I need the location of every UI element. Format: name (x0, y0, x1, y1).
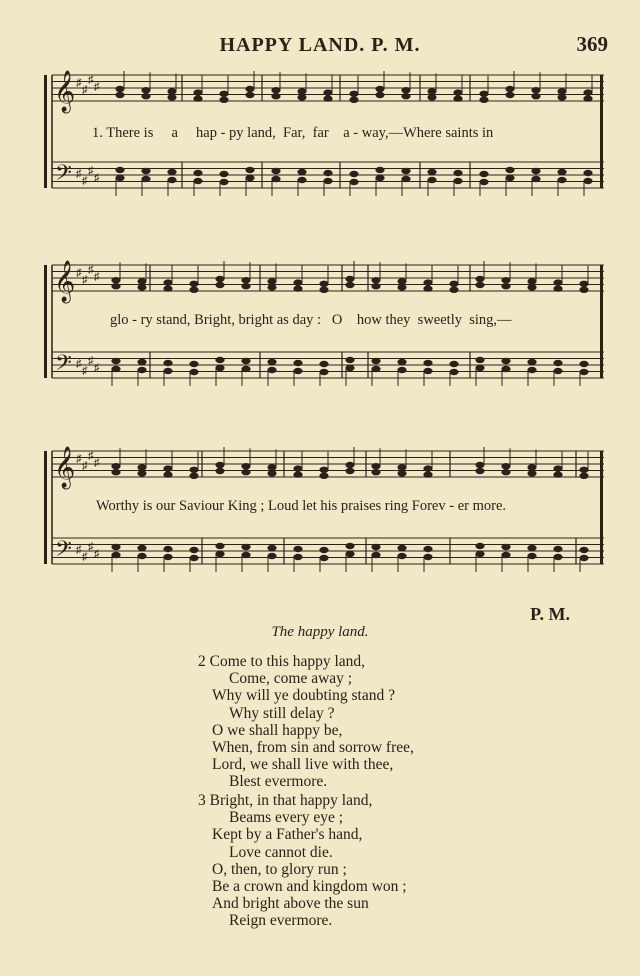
note-head (397, 359, 406, 365)
note-head (423, 546, 432, 552)
note-head (401, 93, 410, 99)
sharp-sign: ♯ (76, 453, 82, 465)
verse-line: O, then, to glory run ; (212, 860, 347, 878)
note-head (137, 359, 146, 365)
note-head (423, 368, 432, 374)
note-head (267, 553, 276, 559)
sharp-sign: ♯ (94, 457, 100, 469)
note-head (501, 366, 510, 372)
note-head (553, 360, 562, 366)
note-head (241, 552, 250, 558)
sharp-sign: ♯ (82, 84, 88, 96)
note-head (241, 358, 250, 364)
note-head (293, 368, 302, 374)
note-head (189, 361, 198, 367)
note-head (375, 92, 384, 98)
note-head (371, 552, 380, 558)
note-head (531, 93, 540, 99)
note-head (501, 544, 510, 550)
note-head (267, 464, 276, 470)
note-head (189, 555, 198, 561)
note-head (323, 178, 332, 184)
note-head (423, 465, 432, 471)
sharp-sign: ♯ (82, 175, 88, 187)
sharp-sign: ♯ (76, 544, 82, 556)
note-head (189, 467, 198, 473)
note-head (167, 177, 176, 183)
note-head (345, 357, 354, 363)
note-head (297, 169, 306, 175)
note-head (475, 543, 484, 549)
note-head (501, 358, 510, 364)
note-head (293, 360, 302, 366)
note-head (267, 470, 276, 476)
note-head (397, 545, 406, 551)
sharp-sign: ♯ (94, 548, 100, 560)
note-head (215, 543, 224, 549)
note-head (501, 463, 510, 469)
note-head (219, 97, 228, 103)
note-head (215, 468, 224, 474)
sharp-sign: ♯ (88, 74, 94, 86)
note-head (163, 360, 172, 366)
note-head (505, 86, 514, 92)
note-head (345, 282, 354, 288)
treble-clef: 𝄞 (54, 447, 76, 488)
note-head (241, 366, 250, 372)
verse-line: Be a crown and kingdom won ; (212, 878, 407, 896)
sharp-sign: ♯ (76, 267, 82, 279)
note-head (427, 169, 436, 175)
note-head (375, 167, 384, 173)
note-head (579, 547, 588, 553)
note-head (375, 86, 384, 92)
note-head (193, 89, 202, 95)
note-head (371, 366, 380, 372)
note-head (319, 281, 328, 287)
note-head (349, 97, 358, 103)
note-head (397, 284, 406, 290)
note-head (349, 179, 358, 185)
note-head (189, 281, 198, 287)
sharp-sign: ♯ (88, 450, 94, 462)
note-head (241, 463, 250, 469)
verse-line: O we shall happy be, (212, 721, 343, 739)
verse-2 (198, 653, 414, 791)
note-head (501, 469, 510, 475)
verse-line: Reign evermore. (229, 912, 333, 930)
note-head (345, 551, 354, 557)
note-head (271, 168, 280, 174)
note-head (111, 552, 120, 558)
note-head (397, 367, 406, 373)
note-head (189, 369, 198, 375)
music-system-2 (40, 260, 608, 390)
note-head (271, 87, 280, 93)
note-head (241, 283, 250, 289)
note-head (475, 276, 484, 282)
note-head (453, 89, 462, 95)
lyric-line-3: Worthy is our Saviour King ; Loud let his praises ring Forev - er more. (96, 498, 507, 514)
note-head (579, 369, 588, 375)
system-brace (44, 75, 47, 188)
note-head (479, 171, 488, 177)
note-head (557, 88, 566, 94)
note-head (557, 177, 566, 183)
lyric-line-2: glo - ry stand, Bright, bright as day : O how they sweetly sing,— (110, 312, 512, 328)
note-head (345, 276, 354, 282)
verse-line: Why still delay ? (229, 704, 335, 722)
note-head (163, 546, 172, 552)
note-head (141, 93, 150, 99)
note-head (423, 554, 432, 560)
note-head (479, 91, 488, 97)
note-head (423, 471, 432, 477)
note-head (475, 462, 484, 468)
note-head (111, 469, 120, 475)
note-head (553, 285, 562, 291)
note-head (319, 361, 328, 367)
note-head (579, 555, 588, 561)
note-head (453, 178, 462, 184)
treble-clef: 𝄞 (54, 71, 76, 112)
note-head (371, 544, 380, 550)
note-head (553, 465, 562, 471)
note-head (271, 93, 280, 99)
note-head (323, 95, 332, 101)
note-head (345, 543, 354, 549)
note-head (345, 365, 354, 371)
note-head (163, 368, 172, 374)
note-head (193, 95, 202, 101)
note-head (115, 167, 124, 173)
note-head (449, 369, 458, 375)
note-head (319, 473, 328, 479)
sharp-sign: ♯ (82, 551, 88, 563)
note-head (475, 551, 484, 557)
note-head (553, 546, 562, 552)
sharp-sign: ♯ (82, 365, 88, 377)
note-head (397, 553, 406, 559)
note-head (579, 287, 588, 293)
verse-line: When, from sin and sorrow free, (212, 739, 414, 757)
note-head (163, 465, 172, 471)
sharp-sign: ♯ (88, 541, 94, 553)
bass-clef: 𝄢 (55, 161, 72, 191)
note-head (453, 95, 462, 101)
note-head (423, 360, 432, 366)
note-head (401, 87, 410, 93)
note-head (505, 92, 514, 98)
sharp-sign: ♯ (94, 362, 100, 374)
note-head (527, 553, 536, 559)
verse-line: And bright above the sun (212, 895, 369, 913)
note-head (167, 169, 176, 175)
note-head (505, 175, 514, 181)
note-head (397, 278, 406, 284)
note-head (189, 473, 198, 479)
note-head (371, 277, 380, 283)
note-head (215, 365, 224, 371)
treble-staff (52, 446, 604, 489)
note-head (475, 282, 484, 288)
note-head (375, 175, 384, 181)
note-head (371, 283, 380, 289)
note-head (501, 552, 510, 558)
sharp-sign: ♯ (94, 271, 100, 283)
note-head (137, 553, 146, 559)
note-head (215, 551, 224, 557)
bass-clef: 𝄢 (55, 351, 72, 381)
note-head (267, 278, 276, 284)
note-head (297, 177, 306, 183)
treble-staff (52, 70, 604, 113)
note-head (115, 175, 124, 181)
note-head (215, 276, 224, 282)
note-head (245, 167, 254, 173)
music-system-1 (40, 70, 608, 200)
note-head (167, 94, 176, 100)
note-head (293, 546, 302, 552)
note-head (475, 357, 484, 363)
note-head (293, 465, 302, 471)
note-head (137, 278, 146, 284)
verse-line: Why will ye doubting stand ? (212, 687, 395, 705)
bass-clef: 𝄢 (55, 537, 72, 567)
note-head (167, 88, 176, 94)
verse-3 (198, 792, 407, 930)
note-head (323, 89, 332, 95)
bass-staff (52, 537, 604, 572)
verse-line: Kept by a Father's hand, (212, 826, 363, 844)
note-head (115, 86, 124, 92)
note-head (553, 554, 562, 560)
bass-staff (52, 351, 604, 386)
note-head (111, 366, 120, 372)
note-head (215, 462, 224, 468)
note-head (453, 170, 462, 176)
note-head (323, 170, 332, 176)
note-head (583, 89, 592, 95)
sharp-sign: ♯ (88, 264, 94, 276)
page-number: 369 (576, 32, 608, 56)
note-head (137, 284, 146, 290)
sharp-sign: ♯ (94, 81, 100, 93)
note-head (271, 176, 280, 182)
note-head (115, 92, 124, 98)
note-head (245, 92, 254, 98)
note-head (475, 468, 484, 474)
lyric-line-1: 1. There is a hap - py land, Far, far a - way,—Where saints in (92, 125, 494, 141)
verse-line: Come, come away ; (229, 670, 353, 688)
note-head (319, 467, 328, 473)
note-head (189, 547, 198, 553)
note-head (345, 462, 354, 468)
note-head (583, 178, 592, 184)
note-head (141, 176, 150, 182)
meter-label: P. M. (530, 604, 570, 624)
note-head (527, 284, 536, 290)
note-head (189, 287, 198, 293)
note-head (215, 282, 224, 288)
music-system-3 (40, 446, 608, 576)
note-head (371, 463, 380, 469)
verse-line: 3 Bright, in that happy land, (198, 792, 373, 809)
sharp-sign: ♯ (76, 77, 82, 89)
note-head (449, 287, 458, 293)
note-head (319, 547, 328, 553)
sharp-sign: ♯ (88, 165, 94, 177)
note-head (527, 278, 536, 284)
note-head (319, 287, 328, 293)
verse-line: 2 Come to this happy land, (198, 653, 366, 670)
note-head (319, 369, 328, 375)
note-head (579, 467, 588, 473)
sharp-sign: ♯ (82, 460, 88, 472)
note-head (479, 97, 488, 103)
note-head (111, 463, 120, 469)
note-head (449, 361, 458, 367)
verse-line: Beams every eye ; (229, 809, 344, 827)
note-head (137, 367, 146, 373)
note-head (557, 169, 566, 175)
note-head (267, 545, 276, 551)
note-head (527, 545, 536, 551)
verse-line: Blest evermore. (229, 773, 328, 791)
hymn-title: HAPPY LAND. P. M. (219, 34, 421, 56)
note-head (163, 471, 172, 477)
note-head (137, 464, 146, 470)
note-head (163, 285, 172, 291)
note-head (141, 87, 150, 93)
treble-clef: 𝄞 (54, 261, 76, 302)
note-head (553, 471, 562, 477)
note-head (553, 368, 562, 374)
note-head (557, 94, 566, 100)
note-head (349, 91, 358, 97)
note-head (423, 279, 432, 285)
note-head (193, 178, 202, 184)
note-head (241, 277, 250, 283)
note-head (293, 285, 302, 291)
note-head (293, 471, 302, 477)
note-head (475, 365, 484, 371)
note-head (293, 279, 302, 285)
note-head (219, 171, 228, 177)
note-head (141, 168, 150, 174)
note-head (579, 281, 588, 287)
note-head (215, 357, 224, 363)
note-head (531, 176, 540, 182)
note-head (449, 281, 458, 287)
note-head (111, 544, 120, 550)
note-head (371, 358, 380, 364)
note-head (111, 277, 120, 283)
verse-line: Lord, we shall live with thee, (212, 756, 394, 774)
note-head (193, 170, 202, 176)
note-head (163, 279, 172, 285)
note-head (397, 470, 406, 476)
note-head (579, 473, 588, 479)
verse-line: Love cannot die. (229, 843, 333, 861)
note-head (319, 555, 328, 561)
note-head (345, 468, 354, 474)
sharp-sign: ♯ (76, 358, 82, 370)
note-head (531, 87, 540, 93)
note-head (297, 94, 306, 100)
sharp-sign: ♯ (76, 168, 82, 180)
note-head (579, 361, 588, 367)
note-head (349, 171, 358, 177)
note-head (267, 359, 276, 365)
note-head (111, 358, 120, 364)
system-brace (44, 265, 47, 378)
note-head (427, 177, 436, 183)
note-head (553, 279, 562, 285)
note-head (583, 170, 592, 176)
note-head (401, 176, 410, 182)
note-head (427, 88, 436, 94)
note-head (241, 469, 250, 475)
note-head (527, 470, 536, 476)
hymn-subtitle: The happy land. (271, 624, 369, 640)
note-head (527, 367, 536, 373)
note-head (297, 88, 306, 94)
note-head (241, 544, 250, 550)
bass-staff (52, 161, 604, 196)
note-head (479, 179, 488, 185)
note-head (401, 168, 410, 174)
note-head (267, 284, 276, 290)
note-head (427, 94, 436, 100)
note-head (245, 86, 254, 92)
note-head (531, 168, 540, 174)
note-head (111, 283, 120, 289)
note-head (397, 464, 406, 470)
note-head (583, 95, 592, 101)
sharp-sign: ♯ (94, 172, 100, 184)
note-head (527, 464, 536, 470)
sharp-sign: ♯ (82, 274, 88, 286)
treble-staff (52, 260, 604, 303)
note-head (137, 545, 146, 551)
note-head (245, 175, 254, 181)
note-head (219, 179, 228, 185)
note-head (163, 554, 172, 560)
note-head (423, 285, 432, 291)
system-brace (44, 451, 47, 564)
note-head (267, 367, 276, 373)
note-head (137, 470, 146, 476)
note-head (501, 283, 510, 289)
sharp-sign: ♯ (88, 355, 94, 367)
note-head (527, 359, 536, 365)
note-head (371, 469, 380, 475)
note-head (501, 277, 510, 283)
note-head (219, 91, 228, 97)
note-head (293, 554, 302, 560)
note-head (505, 167, 514, 173)
